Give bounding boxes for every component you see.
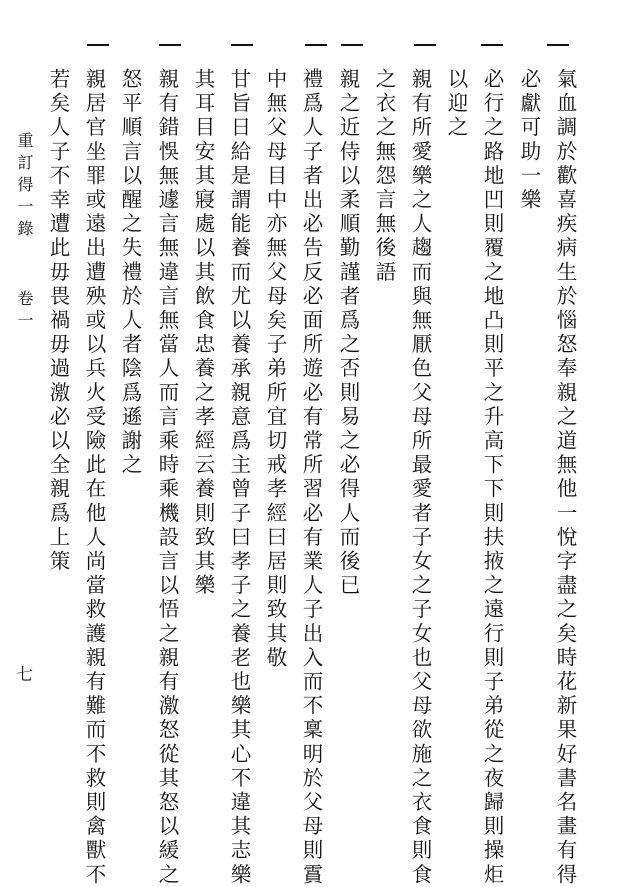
section-mark — [481, 44, 503, 46]
text-column: 以迎之 — [444, 68, 468, 141]
text-column: 之衣之無怨言無後語 — [372, 68, 396, 285]
section-mark — [305, 44, 327, 46]
text-column: 親居官坐罪或遠出遭殃或以兵火受險此在他人尚當救護親有難而不救則禽獸不 — [82, 68, 106, 887]
section-mark — [231, 44, 253, 46]
text-column: 中無父母目中亦無父母矣子弟所宜切戒孝經曰居則致其敬 — [263, 68, 287, 671]
text-column: 親有所愛樂之人趨而與無厭色父母所最愛者子女之子女也父母欲施之衣食則食 — [408, 68, 432, 887]
text-column: 親有錯悞無遽言無違言無當人而言乘時乘機設言以悟之親有激怒從其怒以緩之 — [155, 68, 179, 887]
text-column: 必獻可助一樂 — [517, 68, 541, 213]
section-mark — [87, 44, 109, 46]
volume-label: 卷一 — [15, 290, 34, 334]
text-column: 怒平順言以醒之失禮於人者陰爲遜謝之 — [118, 68, 142, 478]
page-number: 七 — [16, 665, 33, 685]
section-mark — [159, 44, 181, 46]
text-column: 其耳目安其寢處以其飲食忠養之孝經云養則致其樂 — [191, 68, 215, 599]
book-title: 重訂得一錄 — [15, 132, 34, 242]
section-mark — [547, 44, 569, 46]
section-mark — [341, 44, 363, 46]
section-mark — [414, 44, 436, 46]
text-column: 親之近侍以柔順勤謹者爲之否則易之必得人而後已 — [336, 68, 360, 599]
text-column: 必行之路地凹則覆之地凸則平之升高下下則扶掖之遠行則子弟從之夜歸則操炬 — [480, 68, 504, 887]
text-column: 禮爲人子者出必告反必面所遊必有常所習必有業人子出入而不稟明於父母則霣 — [299, 68, 323, 887]
text-column: 甘旨日給是謂能養而尤以養承親意爲主曾子曰孝子之養老也樂其心不違其志樂 — [227, 68, 251, 887]
text-column: 氣血調於歡喜疾病生於惱怒奉親之道無他一悅字盡之矣時花新果好書名畫有得 — [553, 68, 577, 887]
text-column: 若矣人子不幸遭此毋畏禍毋過激必以全親爲上策 — [46, 68, 70, 575]
